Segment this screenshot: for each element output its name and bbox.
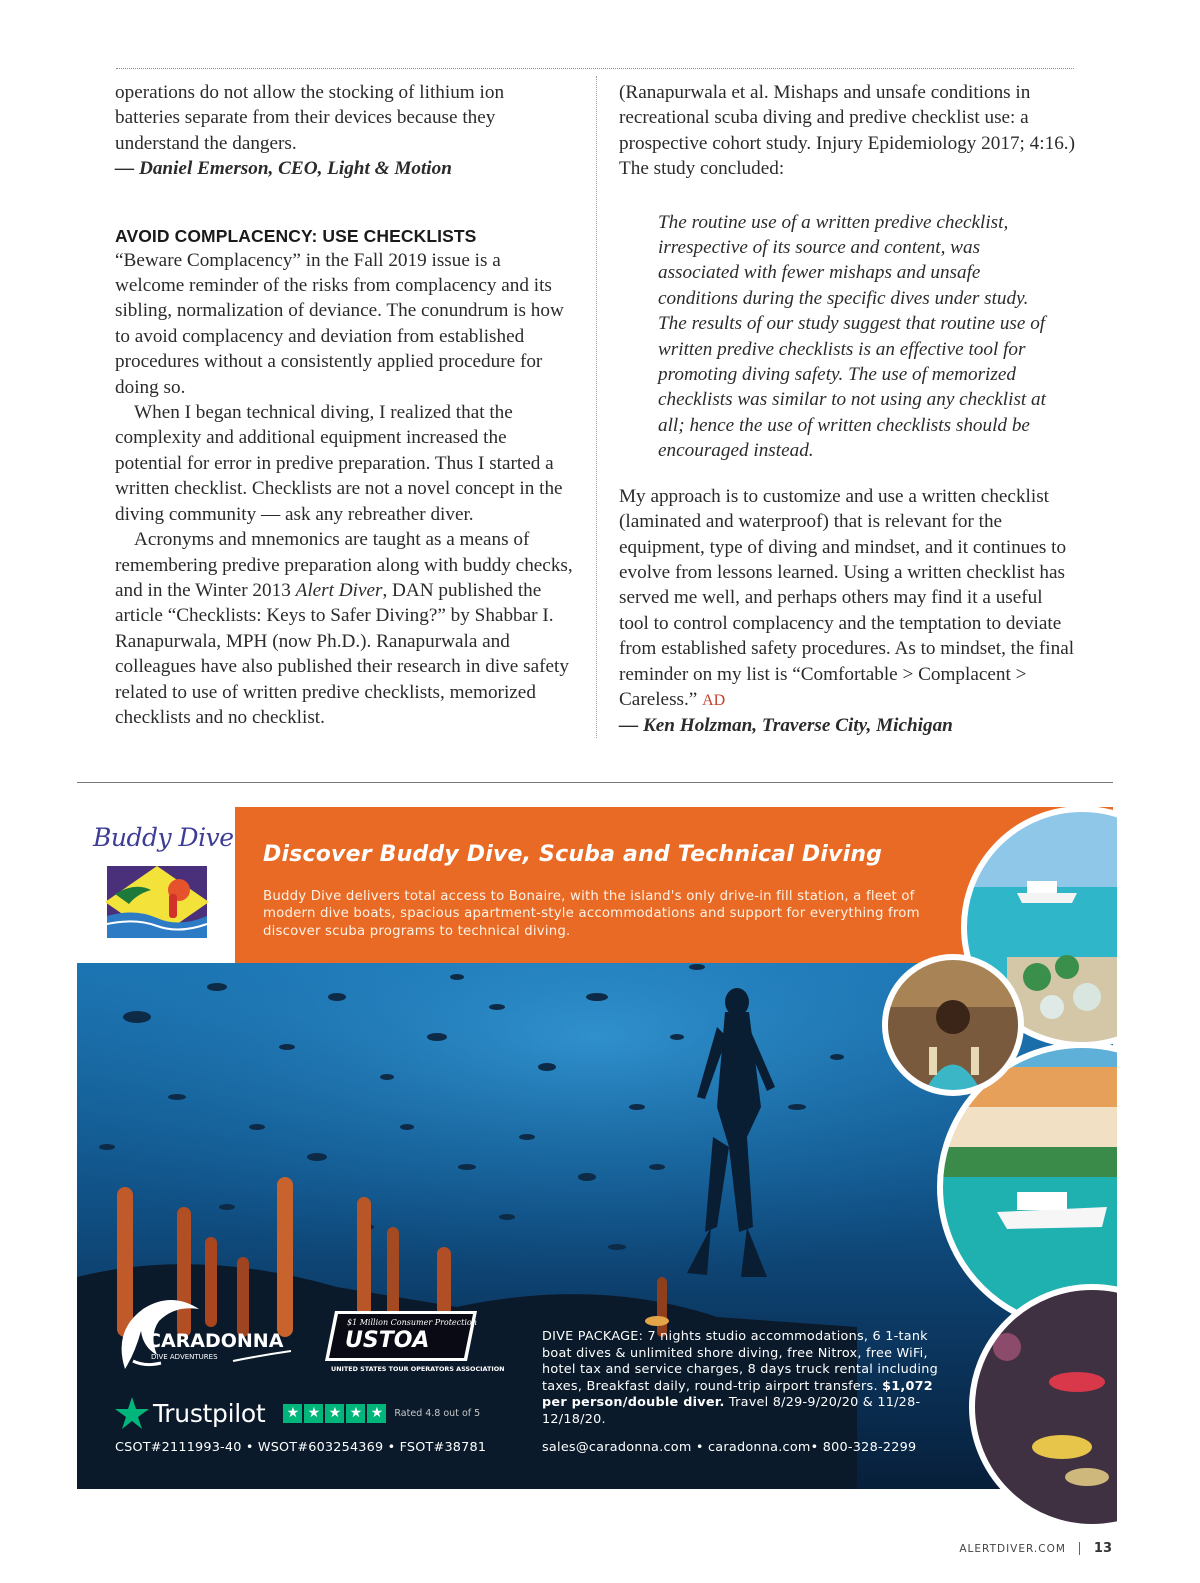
- study-quote: The routine use of a written predive checklist, irrespective of its source and content, was associated with fewer mishaps and unsafe conditions during the specific dives under study. The results of our study suggest that routine use of written predive checklists is an effective tool for promoting diving safety. The use of memorized checklists was similar to not using any checklist at all; hence the use of written checklists should be encouraged instead.: [658, 211, 1046, 462]
- letter-signature: — Daniel Emerson, CEO, Light & Motion: [115, 158, 452, 180]
- reef-fish-photo: [967, 1287, 1117, 1527]
- footer-separator: [1079, 1542, 1080, 1555]
- package-price: $1,072 per person/double diver.: [542, 1378, 933, 1411]
- ad-headline: Discover Buddy Dive, Scuba and Technical Diving: [263, 842, 883, 867]
- top-rule: [116, 68, 1074, 69]
- caradonna-sub: DIVE ADVENTURES: [151, 1353, 218, 1361]
- advertisement[interactable]: [77, 807, 1113, 1489]
- ustoa-name: USTOA: [345, 1328, 430, 1353]
- end-mark: AD: [702, 691, 726, 709]
- star-icon: ★: [346, 1404, 365, 1423]
- article-paragraph: [115, 527, 573, 730]
- column-divider: [596, 76, 597, 738]
- page-number: 13: [1093, 1541, 1112, 1556]
- star-icon: ★: [367, 1404, 386, 1423]
- article-left-column: [115, 80, 573, 730]
- package-dates: Travel 8/29-9/20/20 & 11/28-12/18/20.: [542, 1395, 921, 1427]
- letter-signature: — Ken Holzman, Traverse City, Michigan: [619, 715, 953, 737]
- star-icon: ★: [283, 1404, 302, 1423]
- ad-description: Buddy Dive delivers total access to Bonaire, with the island's only drive-in fill station, a fleet of modern dive boats, spacious apartment-style accommodations and support for everything from discover scuba programs to technical diving.: [263, 889, 920, 939]
- article-paragraph: operations do not allow the stocking of lithium ion batteries separate from their devices because they understand the dangers.: [115, 82, 505, 154]
- ad-divider: [77, 782, 1113, 783]
- trustpilot-badge[interactable]: [115, 1395, 480, 1431]
- trustpilot-rating: Rated 4.8 out of 5: [394, 1407, 481, 1419]
- article-paragraph: [619, 484, 1075, 714]
- article-paragraph: (Ranapurwala et al. Mishaps and unsafe conditions in recreational scuba diving and predive checklist use: a prospective cohort study. Injury Epidemiology 2017; 4:16.) The study concluded:: [619, 82, 1075, 180]
- dive-package-details: [542, 1329, 952, 1429]
- star-icon: ★: [325, 1404, 344, 1423]
- caradonna-name: CARADONNA: [147, 1330, 284, 1352]
- contact-info[interactable]: sales@caradonna.com • caradonna.com• 800-328-2299: [542, 1440, 917, 1455]
- trustpilot-star-icon: [115, 1397, 149, 1429]
- page-footer: [959, 1541, 1112, 1556]
- star-icon: ★: [304, 1404, 323, 1423]
- buddy-dive-wordmark: Buddy Dive: [93, 823, 234, 852]
- text-run: , DAN published the article “Checklists: Keys to Safer Diving?” by Shabbar I. Ranapurwala, MPH (now Ph.D.). Ranapurwala and colleagues have also published their research in dive safety related to use of written predive checklists, memorized checklists and no checklist.: [115, 579, 569, 728]
- trustpilot-wordmark: Trustpilot: [153, 1398, 266, 1428]
- license-numbers: CSOT#2111993-40 • WSOT#603254369 • FSOT#38781: [115, 1440, 487, 1455]
- ustoa-sub: UNITED STATES TOUR OPERATORS ASSOCIATION: [331, 1365, 505, 1373]
- article-paragraph: When I began technical diving, I realized that the complexity and additional equipment increased the potential for error in predive preparation. Thus I started a written checklist. Checklists are not a novel concept in the diving community — ask any rebreather diver.: [115, 402, 563, 525]
- article-right-column: [619, 80, 1075, 739]
- text-run: My approach is to customize and use a written checklist (laminated and waterproof) that is relevant for the equipment, type of diving and mindset, and it continues to evolve from lessons learned. Using a written checklist has served me well, and perhaps others may find it a useful tool to control complacency and the temptation to deviate from established safety procedures. As to mindset, the final reminder on my list is “Comfortable > Complacent > Careless.”: [619, 485, 1075, 710]
- ustoa-protection: $1 Million Consumer Protection: [347, 1318, 477, 1327]
- text-run: Acronyms and mnemonics are taught as a means of remembering predive preparation along with buddy checks, and in the Winter 2013: [115, 529, 573, 601]
- package-text: DIVE PACKAGE: 7 nights studio accommodations, 6 1-tank boat dives & unlimited shore diving, free Nitrox, free WiFi, hotel tax and service charges, 8 days truck rental including taxes, Breakfast daily, round-trip airport transfers.: [542, 1329, 938, 1394]
- publication-title: Alert Diver: [295, 579, 383, 601]
- trustpilot-stars: [283, 1404, 388, 1423]
- caradonna-logo[interactable]: [113, 1295, 303, 1385]
- article-paragraph: “Beware Complacency” in the Fall 2019 issue is a welcome reminder of the risks from complacency and its sibling, normalization of deviance. The conundrum is how to avoid complacency and deviation from established procedures without a consistently applied procedure for doing so.: [115, 249, 564, 398]
- footer-site[interactable]: ALERTDIVER.COM: [959, 1542, 1066, 1555]
- section-heading: AVOID COMPLACENCY: USE CHECKLISTS: [115, 225, 477, 246]
- ustoa-logo[interactable]: [321, 1305, 505, 1377]
